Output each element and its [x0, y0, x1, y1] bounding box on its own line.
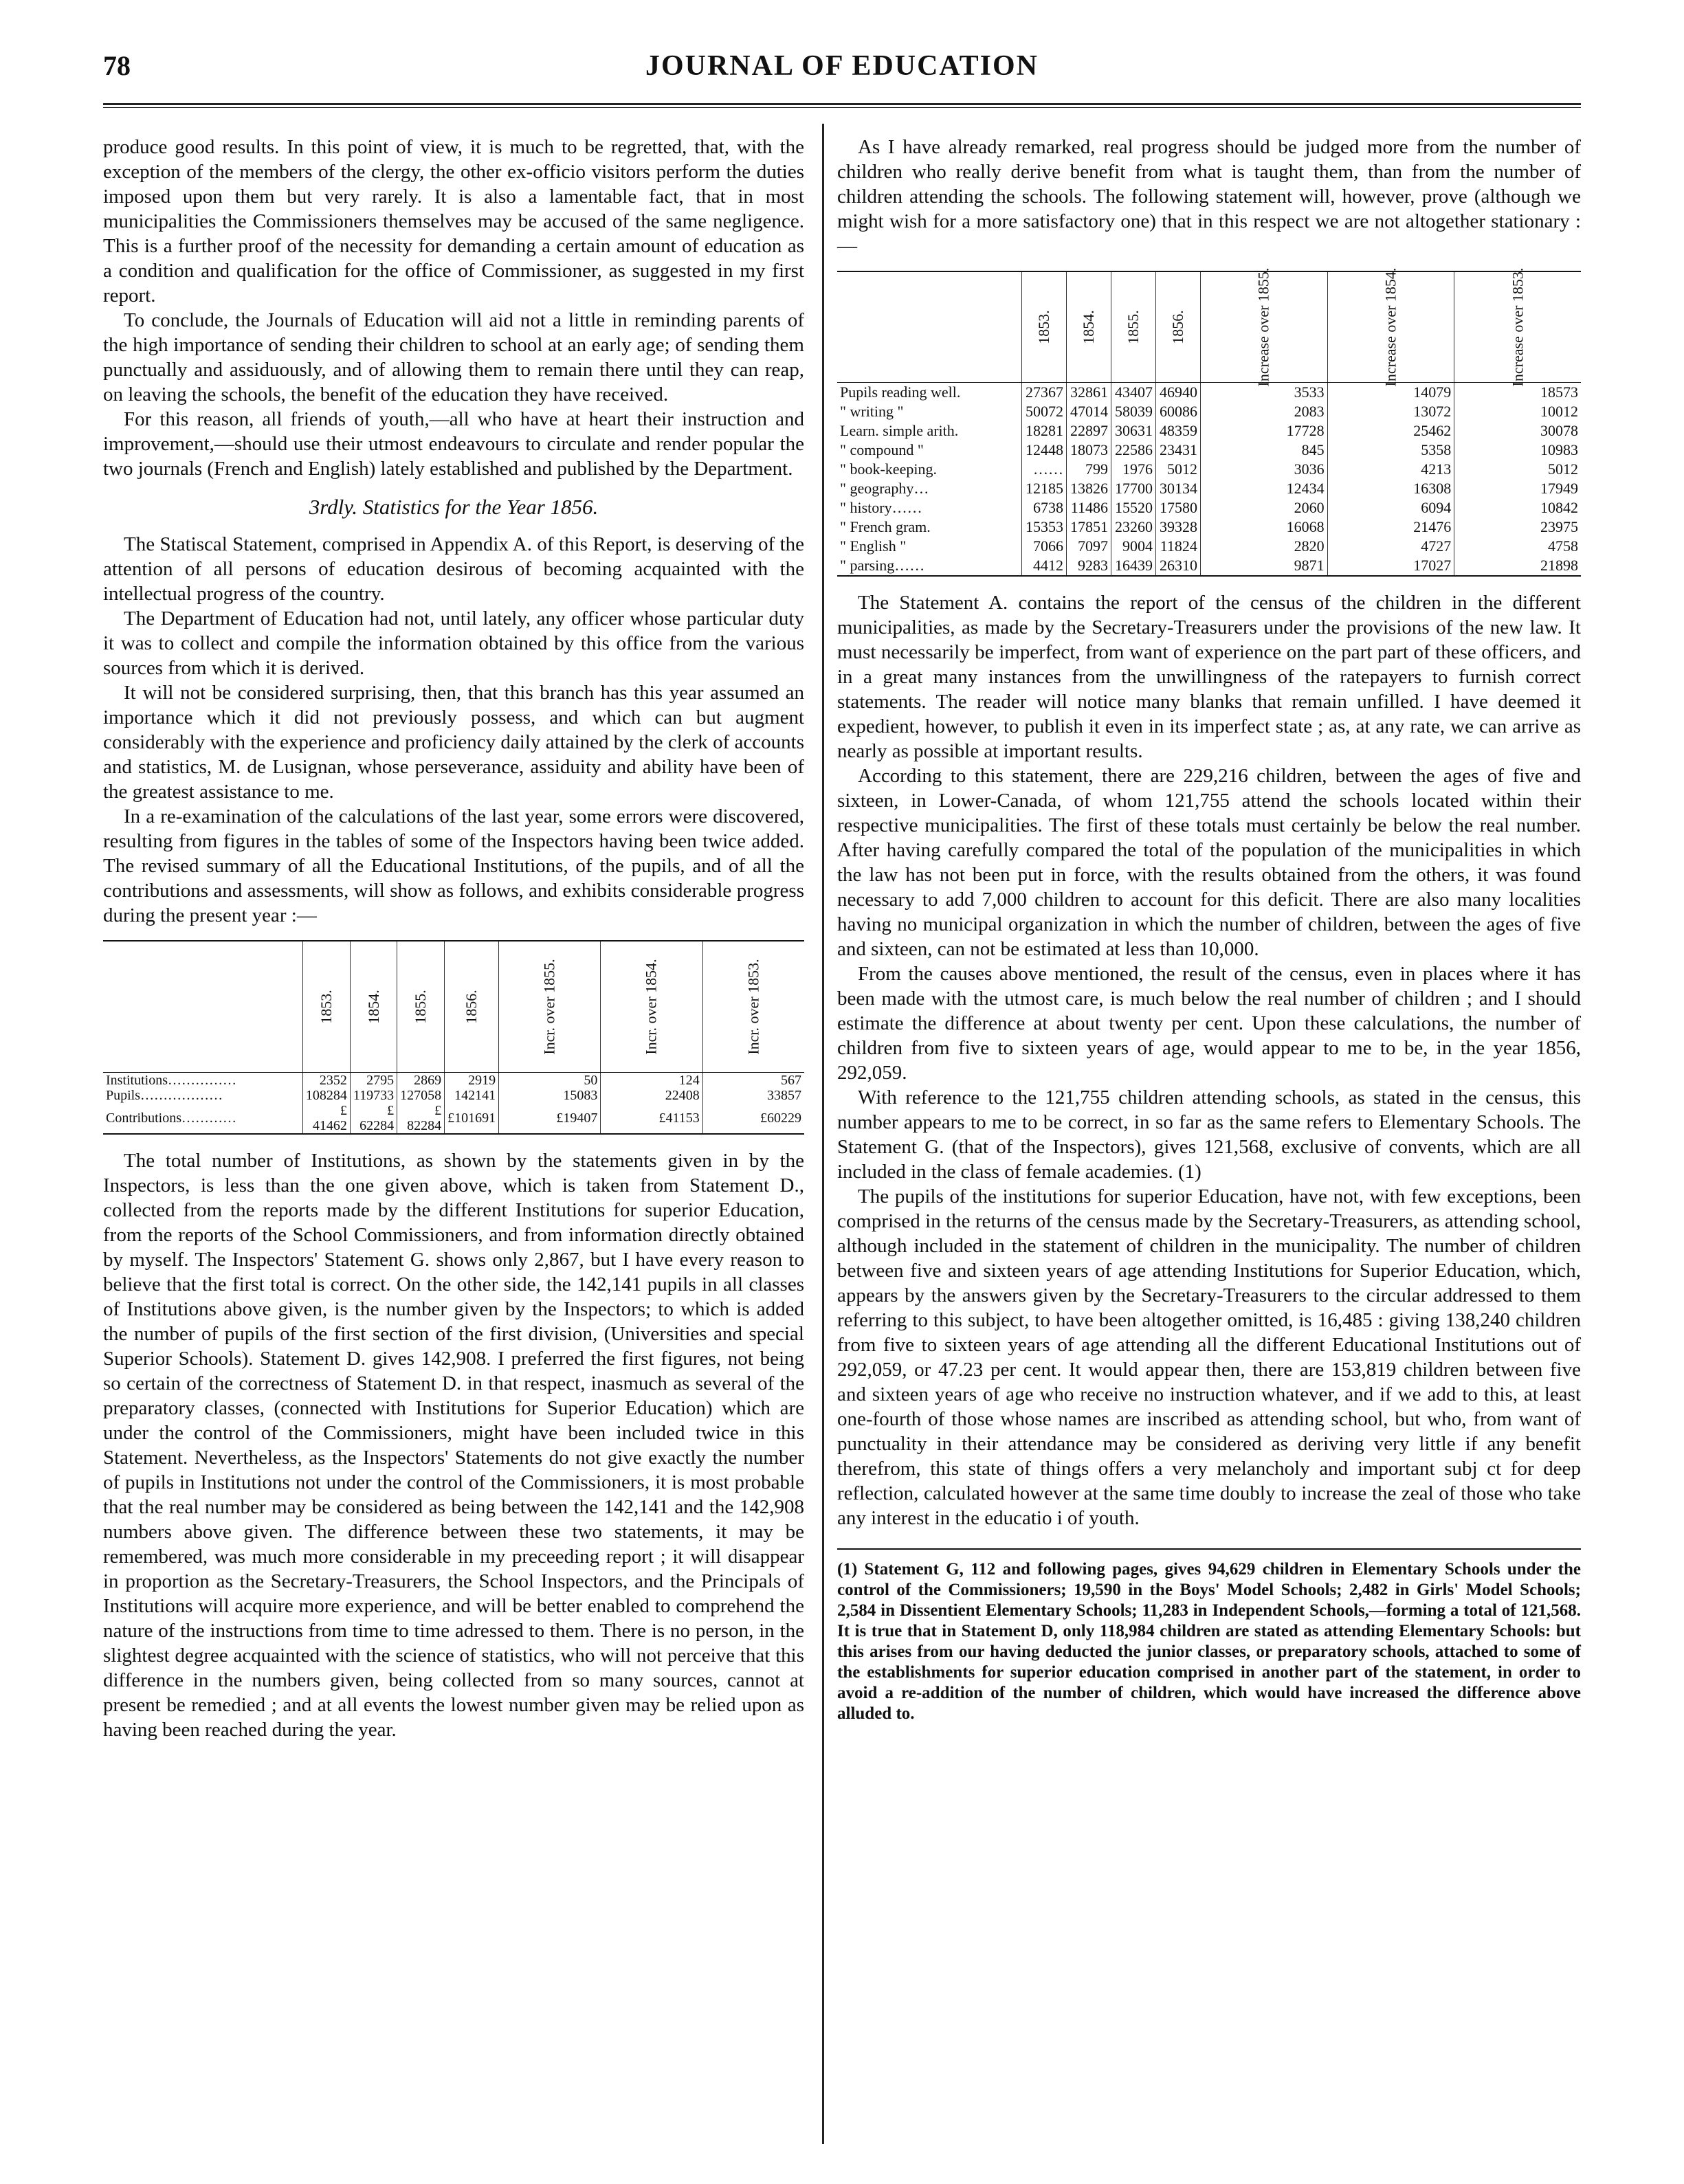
- table-cell: £ 82284: [397, 1103, 445, 1133]
- table-row: [103, 1088, 804, 1103]
- table-cell: 16439: [1111, 556, 1155, 575]
- table-cell: 17027: [1327, 556, 1454, 575]
- table-cell: 23975: [1454, 517, 1581, 537]
- table-header: Incr. over 1853.: [702, 941, 804, 1073]
- table-cell: 4727: [1327, 537, 1454, 556]
- table-cell: 17851: [1066, 517, 1111, 537]
- left-column: [103, 135, 804, 1742]
- table-cell: 17728: [1200, 421, 1327, 441]
- footnote: (1) Statement G, 112 and following pages, gives 94,629 children in Elementary Schools under the control of the Commissioners; 19,590 in the Boys' Model Schools; 2,482 in Girls' Model Schools; 2,584 in Dissentient Elementary Schools; 11,283 in Independent Schools,—forming a total of 121,568. It is true that in Statement D, only 118,984 children are stated as attending Elementary Schools: but this arises from our having deducted the junior classes, or preparatory schools, attached to some of the establishments for superior education comprised in another part of the statement, in order to avoid a re-addition of the number of children, which would have increased the difference above alluded to.: [837, 1560, 1581, 1723]
- section-heading: 3rdly. Statistics for the Year 1856.: [309, 495, 599, 519]
- table-cell: 16308: [1327, 479, 1454, 498]
- row-label: Learn. simple arith.: [840, 422, 959, 439]
- table-header: Increase over 1854.: [1327, 272, 1454, 383]
- table-header: Increase over 1855.: [1200, 272, 1327, 383]
- table-cell: 18073: [1066, 441, 1111, 460]
- table-cell: 3036: [1200, 460, 1327, 479]
- table-cell: 10012: [1454, 402, 1581, 421]
- table-cell: 2919: [445, 1073, 499, 1089]
- table-header: 1856.: [445, 941, 499, 1073]
- table-cell: £19407: [499, 1103, 601, 1133]
- table-header: Increase over 1853.: [1454, 272, 1581, 383]
- table-row: [103, 1073, 804, 1089]
- table-cell: 5358: [1327, 441, 1454, 460]
- table-cell: 2820: [1200, 537, 1327, 556]
- table-row: [837, 402, 1581, 421]
- table-cell: 127058: [397, 1088, 445, 1103]
- paragraph: The pupils of the institutions for superior Education, have not, with few exceptions, been comprised in the returns of the census made by the Secretary-Treasurers, as attending school, although included in the statement of children in the municipality. The number of children between five and sixteen years of age attending Institutions for Superior Education, which, appears by the answers given by the Secretary-Treasurers to the circular addressed to them referring to this subject, to have been altogether omitted, is 16,485 : giving 138,240 children from five to sixteen years of age attending all the different Educational Institutions out of 292,059, or 47.23 per cent. It would appear then, there are 153,819 children between five and sixteen years of age who receive no instruction whatever, and if we add to this, at least one-fourth of those whose names are inscribed as attending school, but who, from want of punctuality in their attendance may be considered as deriving very little if any benefit therefrom, this state of things offers a very melancholy and important subj ct for deep reflection, calculated however at the same time doubly to increase the zeal of those who take any interest in the educatio i of youth.: [837, 1185, 1581, 1529]
- page-number: 78: [103, 50, 131, 81]
- row-label: " history……: [840, 499, 922, 516]
- column-divider: [822, 124, 824, 2144]
- table-cell: ……: [1022, 460, 1067, 479]
- table-cell: 11486: [1066, 498, 1111, 517]
- table-cell: £101691: [445, 1103, 499, 1133]
- table-cell: £ 62284: [350, 1103, 397, 1133]
- paragraph: For this reason, all friends of youth,—all who have at heart their instruction and improvement,—should use their utmost endeavours to circulate and render popular the two journals (French and English) lately established and published by the Department.: [103, 408, 804, 480]
- table-cell: 4412: [1022, 556, 1067, 575]
- table-cell: 12185: [1022, 479, 1067, 498]
- table-header: 1853.: [302, 941, 350, 1073]
- table-row: [837, 460, 1581, 479]
- table-cell: £60229: [702, 1103, 804, 1133]
- paragraph: The total number of Institutions, as shown by the statements given in by the Inspectors, is less than the one given above, which is taken from Statement D., collected from the reports made by the different Institutions for superior Education, from the reports of the School Commissioners, and from information directly obtained by myself. The Inspectors' Statement G. shows only 2,867, but I have every reason to believe that the first total is correct. On the other side, the 142,141 pupils in all classes of Institutions above given, is the number given by the Inspectors; to which is added the number of pupils of the first section of the first division, (Universities and special Superior Schools). Statement D. gives 142,908. I preferred the first figures, not being so certain of the correctness of Statement D. in that respect, inasmuch as several of the preparatory classes, (connected with Institutions for Superior Education) which are under the control of the Commissioners, might have been included twice in this Statement. Nevertheless, as the Inspectors' Statements do not give exactly the number of pupils in Institutions not under the control of the Commissioners, it is most probable that the real number may be considered as being between the 142,141 and the 142,908 numbers above given. The difference between these two statements, it may be remembered, was much more considerable in my preceeding report ; it will disappear in proportion as the Secretary-Treasurers, the School Inspectors, and the Principals of Institutions will acquire more experience, and will be better enabled to comprehend the nature of the instructions from time to time adressed to them. There is no person, in the slightest degree acquainted with the science of statistics, who will not perceive that this difference in the numbers given, being collected from so many sources, cannot at present be remedied ; and at all events the lowest number given may be relied upon as having been reached during the year.: [103, 1150, 804, 1741]
- table-cell: 60086: [1155, 402, 1200, 421]
- table-row: [837, 537, 1581, 556]
- table-header: 1856.: [1155, 272, 1200, 383]
- table-cell: 50072: [1022, 402, 1067, 421]
- paragraph: As I have already remarked, real progress should be judged more from the number of children who really derive benefit from what is taught them, than from the number of children attending the schools. The following statement will, however, prove (although we might wish for a more satisfactory one) that in this respect we are not altogether stationary :—: [837, 136, 1581, 257]
- table-cell: 3533: [1200, 383, 1327, 403]
- row-label: Institutions……………: [106, 1073, 237, 1088]
- table-cell: 4213: [1327, 460, 1454, 479]
- table-cell: 17580: [1155, 498, 1200, 517]
- table-cell: 7066: [1022, 537, 1067, 556]
- table-cell: 17700: [1111, 479, 1155, 498]
- table-row: [837, 383, 1581, 403]
- table-cell: 47014: [1066, 402, 1111, 421]
- table-cell: 16068: [1200, 517, 1327, 537]
- paragraph: In a re-examination of the calculations of the last year, some errors were discovered, resulting from figures in the tables of some of the Inspectors having been twice added. The revised summary of all the Educational Institutions, of the pupils, and of all the contributions and assessments, will show as follows, and exhibits considerable progress during the present year :—: [103, 805, 804, 926]
- table-cell: 17949: [1454, 479, 1581, 498]
- pupils-progress-table: [837, 267, 1581, 577]
- table-cell: 15353: [1022, 517, 1067, 537]
- table-cell: 6094: [1327, 498, 1454, 517]
- table-cell: 124: [601, 1073, 702, 1089]
- table-cell: 23431: [1155, 441, 1200, 460]
- table-cell: 10983: [1454, 441, 1581, 460]
- table-cell: 30134: [1155, 479, 1200, 498]
- table-cell: £41153: [601, 1103, 702, 1133]
- table-row: [837, 421, 1581, 441]
- paragraph: produce good results. In this point of view, it is much to be regretted, that, with the exception of the members of the clergy, the other ex-officio visitors perform the duties imposed upon them but very rarely. It is also a lamentable fact, that in most municipalities the Commissioners themselves may be accused of the same negligence. This is a further proof of the necessity for demanding a certain amount of education as a condition and qualification for the office of Commissioner, as suggested in my first report.: [103, 136, 804, 307]
- table-header: 1854.: [1066, 272, 1111, 383]
- table-cell: 9871: [1200, 556, 1327, 575]
- table-cell: 30631: [1111, 421, 1155, 441]
- table-row: [837, 556, 1581, 575]
- table-cell: 10842: [1454, 498, 1581, 517]
- row-label: Pupils reading well.: [840, 383, 961, 401]
- table-cell: 21476: [1327, 517, 1454, 537]
- table-cell: 119733: [350, 1088, 397, 1103]
- row-label: " writing ": [840, 403, 904, 420]
- table-cell: 27367: [1022, 383, 1067, 403]
- paragraph: To conclude, the Journals of Education will aid not a little in reminding parents of the high importance of sending their children to school at an early age; of sending them punctually and assiduously, and of allowing them to remain there until they can reap, on leaving the schools, the benefit of the education they have received.: [103, 309, 804, 405]
- table-cell: 46940: [1155, 383, 1200, 403]
- table-cell: 845: [1200, 441, 1327, 460]
- table-row: [837, 498, 1581, 517]
- table-cell: 13826: [1066, 479, 1111, 498]
- table-cell: 39328: [1155, 517, 1200, 537]
- table-header: Incr. over 1855.: [499, 941, 601, 1073]
- table-cell: 43407: [1111, 383, 1155, 403]
- table-header: Incr. over 1854.: [601, 941, 702, 1073]
- right-column: [837, 135, 1581, 1724]
- table-cell: 2795: [350, 1073, 397, 1089]
- table-cell: 13072: [1327, 402, 1454, 421]
- page-header: [103, 49, 1581, 98]
- paragraph: From the causes above mentioned, the result of the census, even in places where it has been made with the utmost care, is much below the real number of children ; and I should estimate the difference at about twenty per cent. Upon these calculations, the number of children from five to sixteen years of age, would appear to me to be, in the year 1856, 292,059.: [837, 963, 1581, 1084]
- row-label: Contributions…………: [106, 1111, 237, 1126]
- footnote-rule: [837, 1548, 1581, 1550]
- table-cell: 18573: [1454, 383, 1581, 403]
- row-label: " French gram.: [840, 518, 931, 535]
- table-cell: 4758: [1454, 537, 1581, 556]
- paragraph: The Department of Education had not, until lately, any officer whose particular duty it was to collect and compile the information obtained by this office from the various sources from which it is derived.: [103, 608, 804, 679]
- row-label: Pupils………………: [106, 1088, 223, 1103]
- table-header-blank: [837, 272, 1022, 383]
- table-cell: 23260: [1111, 517, 1155, 537]
- table-header-blank: [103, 941, 302, 1073]
- table-row: [837, 517, 1581, 537]
- table-row: [103, 1103, 804, 1133]
- paragraph: The Statiscal Statement, comprised in Appendix A. of this Report, is deserving of the attention of all persons of education desirous of becoming acquainted with the intellectual progress of the country.: [103, 533, 804, 605]
- table-cell: 2869: [397, 1073, 445, 1089]
- table-cell: 18281: [1022, 421, 1067, 441]
- table-cell: 9283: [1066, 556, 1111, 575]
- table-header: 1855.: [397, 941, 445, 1073]
- table-header: 1855.: [1111, 272, 1155, 383]
- table-cell: 5012: [1454, 460, 1581, 479]
- table-row: [837, 479, 1581, 498]
- table-cell: 22408: [601, 1088, 702, 1103]
- table-cell: 14079: [1327, 383, 1454, 403]
- table-cell: 30078: [1454, 421, 1581, 441]
- header-rule: [103, 103, 1581, 108]
- table-cell: 6738: [1022, 498, 1067, 517]
- table-cell: 1976: [1111, 460, 1155, 479]
- paragraph: According to this statement, there are 229,216 children, between the ages of five and sixteen, in Lower-Canada, of whom 121,755 attend the schools located within their respective municipalities. The first of these totals must certainly be below the real number. After having carefully compared the total of the population of the municipalities in which the law has not been put in force, with the results obtained from the others, it was found necessary to add 7,000 children to account for this deficit. There are also many localities having no municipal organization in which the number of children, between the ages of five and sixteen, can not be estimated at less than 10,000.: [837, 765, 1581, 960]
- table-cell: 799: [1066, 460, 1111, 479]
- table-header: 1854.: [350, 941, 397, 1073]
- journal-title: JOURNAL OF EDUCATION: [645, 50, 1039, 82]
- table-cell: 50: [499, 1073, 601, 1089]
- institutions-table: [103, 940, 804, 1135]
- table-cell: 9004: [1111, 537, 1155, 556]
- table-cell: 11824: [1155, 537, 1200, 556]
- table-header-row: [103, 941, 804, 1073]
- table-cell: £ 41462: [302, 1103, 350, 1133]
- table-cell: 21898: [1454, 556, 1581, 575]
- table-cell: 22586: [1111, 441, 1155, 460]
- row-label: " geography…: [840, 480, 929, 497]
- table-header-row: [837, 272, 1581, 383]
- table-cell: 58039: [1111, 402, 1155, 421]
- table-row: [837, 441, 1581, 460]
- table-cell: 5012: [1155, 460, 1200, 479]
- table-cell: 25462: [1327, 421, 1454, 441]
- table-cell: 2352: [302, 1073, 350, 1089]
- table-cell: 2060: [1200, 498, 1327, 517]
- table-cell: 12434: [1200, 479, 1327, 498]
- table-cell: 567: [702, 1073, 804, 1089]
- row-label: " parsing……: [840, 557, 925, 574]
- table-cell: 142141: [445, 1088, 499, 1103]
- table-cell: 108284: [302, 1088, 350, 1103]
- table-cell: 15520: [1111, 498, 1155, 517]
- table-cell: 7097: [1066, 537, 1111, 556]
- row-label: " book-keeping.: [840, 460, 937, 478]
- paragraph: It will not be considered surprising, then, that this branch has this year assumed an importance which it did not previously possess, and which can but augment considerably with the experience and proficiency daily attained by the clerk of accounts and statistics, M. de Lusignan, whose perseverance, assiduity and ability have been of the greatest assistance to me.: [103, 682, 804, 803]
- table-cell: 48359: [1155, 421, 1200, 441]
- table-cell: 2083: [1200, 402, 1327, 421]
- table-cell: 33857: [702, 1088, 804, 1103]
- table-cell: 26310: [1155, 556, 1200, 575]
- table-header: 1853.: [1022, 272, 1067, 383]
- row-label: " compound ": [840, 441, 924, 458]
- table-cell: 32861: [1066, 383, 1111, 403]
- table-cell: 22897: [1066, 421, 1111, 441]
- table-cell: 15083: [499, 1088, 601, 1103]
- row-label: " English ": [840, 537, 907, 555]
- table-cell: 12448: [1022, 441, 1067, 460]
- paragraph: With reference to the 121,755 children attending schools, as stated in the census, this number appears to me to be correct, in so far as the same refers to Elementary Schools. The Statement G. (that of the Inspectors), gives 121,568, exclusive of convents, which are all included in the class of female academies. (1): [837, 1087, 1581, 1183]
- paragraph: The Statement A. contains the report of the census of the children in the different municipalities, as made by the Secretary-Treasurers under the provisions of the new law. It must necessarily be imperfect, from want of experience on the part part of these officers, and in a great many instances from the unwillingness of the ratepayers to furnish correct statements. The reader will notice many blanks that remain unfilled. I have deemed it expedient, however, to publish it even in its imperfect state ; as, at any rate, we can arrive as nearly as possible at important results.: [837, 592, 1581, 762]
